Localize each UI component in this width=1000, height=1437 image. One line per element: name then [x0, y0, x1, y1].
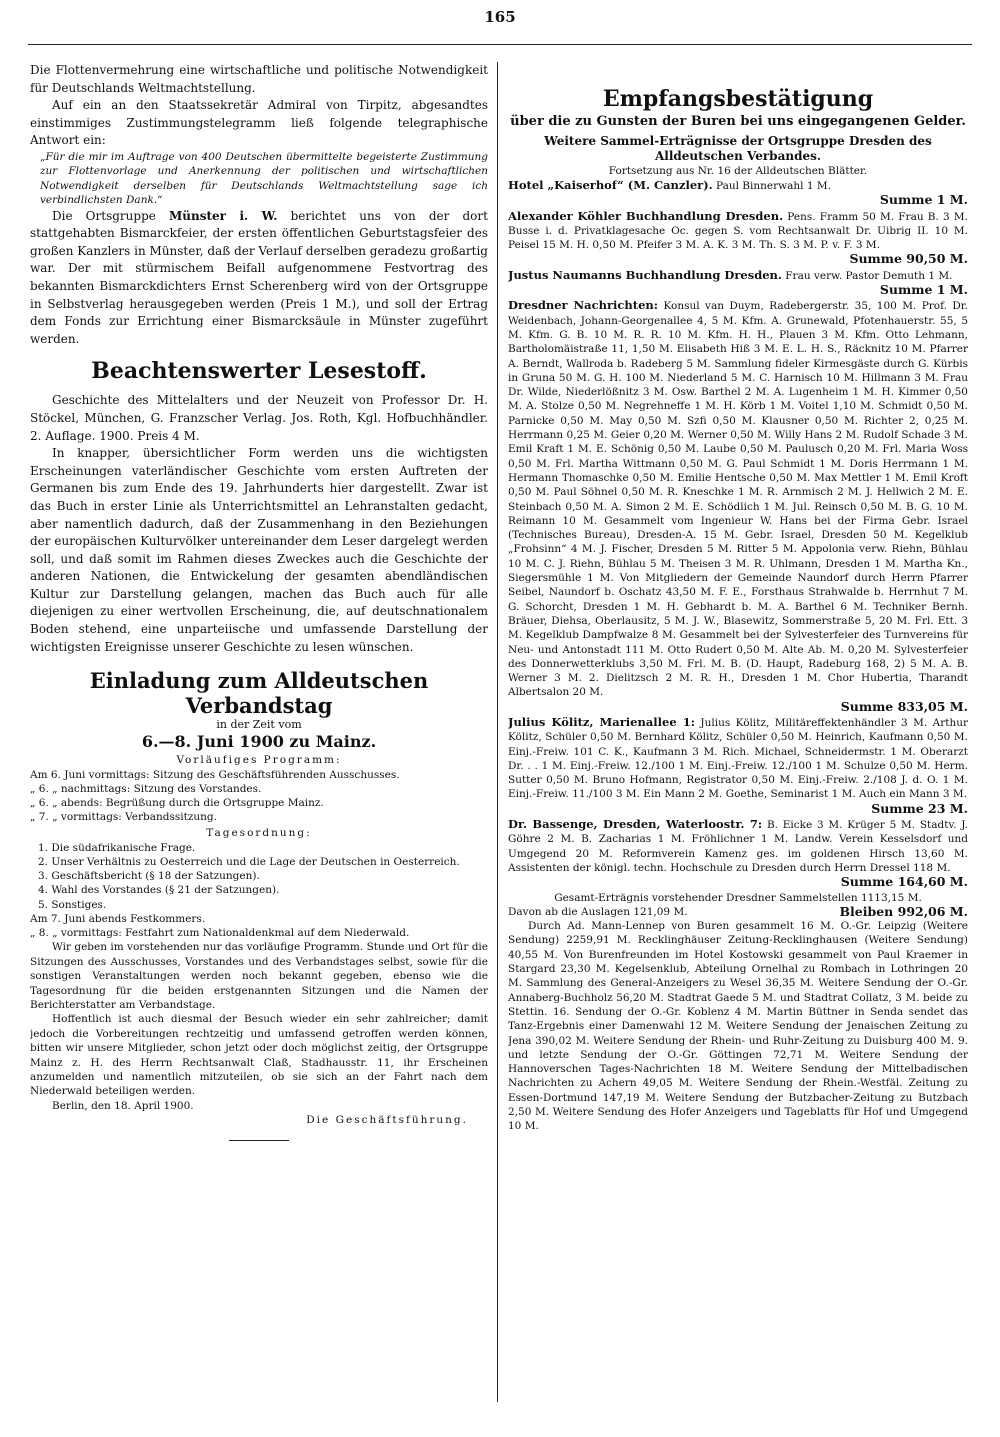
donor-name: Dresdner Nachrichten: [508, 298, 659, 313]
total-line: Gesamt-Erträgnis vorstehender Dresdner Sammelstellen 1113,15 M. [554, 891, 922, 904]
intro-paragraph-1: Die Flottenvermehrung eine wirtschaftliche und politische Notwendigkeit für Deutschlands Weltmachtstellung. [30, 63, 488, 95]
expenses-text: Davon ab die Auslagen 121,09 M. [508, 905, 688, 918]
muenster-name: Münster i. W. [168, 208, 278, 223]
donor-name: Justus Naumanns Buchhandlung Dresden. [508, 267, 782, 282]
donor-details: Konsul van Duym, Radebergerstr. 35, 100 M. Prof. Dr. Weidenbach, Johann-Georgenallee 4, 5 M. Kfm. A. Grunewald, Pfotenhauerstr. 55, 5 M. Kfm. G. B. 10 M. R. R. 10 M. Kfm. H. H., Plauen 3 M. Kfm. Otto Lehmann, Bartholomäistraße 11, 1,50 M. Elisabeth Hiß 3 M. E. L. H. S., Räcknitz 10 M. Pfarrer A. Berndt, Wallroda b. Radeberg 5 M. Sammlung fideler Kirmesgäste durch G. Kürbis in Gruna 50 M. G. H. 100 M. Niederland 5 M. C. Harnisch 10 M. Hillmann 3 M. Frau Dr. Wilde, Niederlößnitz 3 M. Osw. Barthel 2 M. A. Lugenheim 1 M. H. Kimmer 0,50 M. A. Stolze 0,50 M. Negrehneffe 1 M. H. Körb 1 M. Voitel 1,10 M. Schmidt 0,50 M. Parnicke 0,50 M. May 0,50 M. Szfi 0,50 M. Klausner 0,50 M. Richter 2, 0,25 M. Herrmann 0,25 M. Geier 0,20 M. Werner 0,50 M. Willy Hans 2 M. Rudolf Schade 3 M. Emil Kraft 1 M. E. Schönig 0,50 M. Laube 0,50 M. Paulusch 0,20 M. Frl. Maria Woss 0,50 M. Frl. Martha Wittmann 0,50 M. G. Paul Schmidt 1 M. Doris Herrmann 1 M. Hermann Thomaschke 0,50 M. Emilie Hentsche 0,50 M. Max Mettler 1 M. Emil Kroft 0,50 M. Paul Söhnel 0,50 M. R. Kneschke 1 M. R. Arnmisch 2 M. J. Hellwich 2 M. E. Steinbach 0,50 M. A. Simon 2 M. E. Schödlich 1 M. Jul. Reinsch 0,50 M. B. G. 10 M. Reimann 10 M. Gesammelt vom Ingenieur W. Hans bei der Firma Gebr. Israel (Technisches Bureau), Dresden-A. 15 M. Gebr. Israel, Dresden 50 M. Kegelklub „Frohsinn“ 4 M. J. Fischer, Dresden 5 M. Ritter 5 M. Appolonia verw. Riehn, Bühlau 10 M. C. J. Riehn, Bühlau 5 M. Theisen 3 M. R. Uhlmann, Dresden 1 M. Martha Kn., Siegersmühle 1 M. Von Mitgliedern der Gemeinde Naundorf durch Herrn Pfarrer Seibel, Naundorf b. Oschatz 43,50 M. F. E., Forsthaus Strahwalde b. Herrnhut 7 M. G. Schorcht, Dresden 1 M. H. Gebhardt b. M. A. Barthel 6 M. Techniker Bernh. Bräuer, Diehsa, Oberlausitz, 5 M. J. W., Blasewitz, Sommerstraße 5, 20 M. Frl. Ett. 3 M. Kegelklub Dampfwalze 8 M. Gesammelt bei der Sylvesterfeier des Turnvereins für Neu- und Antonstadt 111 M. Otto Rudert 0,50 M. Alte Ab. M. 0,20 M. Sylvesterfeier des Donnerwetterklubs 3,50 M. Frl. M. B. (D. Haupt, Radeburg 168, 2) 5 M. A. B. Werner 3 M. 2. Dielitzsch 2 M. R. H., Dresden 1 M. Chor Hubertia, Tharandt Albertsalon 20 M. [508, 300, 968, 699]
donation-entry [508, 268, 968, 283]
donor-details: Julius Kölitz, Militäreffektenhändler 3 M. Arthur Kölitz, Schüler 0,50 M. Bernhard Kölitz, Schüler 0,50 M. Heinrich, Kaufmann 0,50 M. Einj.-Freiw. 101 C. K., Kaufmann 3 M. Rich. Michael, Schneidermstr. 1 M. Oberarzt Dr. . . 1 M. Einj.-Freiw. 12./100 1 M. Einj.-Freiw. 12./100 1 M. Schulze 0,50 M. Herm. Sutter 0,50 M. Bruno Hofmann, Registrator 0,50 M. Einj.-Freiw. 2./108 J. d. O. 1 M. Einj.-Freiw. 11./100 3 M. Ein Mann 2 M. Goethe, Seminarist 1 M. Auch ein Mann 3 M. [508, 716, 968, 801]
entry-sum: Summe 23 M. [871, 800, 968, 816]
donor-details: Pens. Framm 50 M. Frau B. 3 M. Busse i. d. Privatklagesache Oc. gegen S. vom Rechtsanwalt Dr. Uibrig II. 10 M. Peisel 15 M. H. 0,50 M. Pfeifer 3 M. A. K. 3 M. Th. S. 3 M. P. v. F. 3 M. [508, 210, 968, 252]
signature: Die Geschäftsführung. [306, 1114, 468, 1127]
entry-sum: Summe 1 M. [879, 282, 968, 298]
muenster-text: berichtet uns von der dort stattgehabten Bismarckfeier, der ersten öffentlichen Geburtstagsfeier des großen Kanzlers in Münster, daß der Verlauf derselben geradezu großartig war. Der mit stürmischem Beifall aufgenommene Festvortrag des bekannten Bismarckdichters Ernst Scherenberg wird von der Ortsgruppe in Selbstverlag herausgegeben werden (Preis 1 M.), und soll der Ertrag dem Fonds zur Errichtung einer Bismarcksäule in Münster zugeführt werden. [30, 208, 488, 346]
event-subtitle: in der Zeit vom [216, 718, 302, 732]
entry-sum: Summe 833,05 M. [840, 698, 968, 714]
program-item: Am 7. Juni abends Festkommers. [30, 912, 206, 925]
program-item: Am 6. Juni vormittags: Sitzung des Geschäftsführenden Ausschusses. [30, 768, 400, 781]
agenda-title: Tagesordnung: [206, 827, 312, 840]
agenda-item: 1. Die südafrikanische Frage. [38, 841, 196, 854]
donation-entry [508, 209, 968, 253]
program-item: „ 6. „ nachmittags: Sitzung des Vorstandes. [30, 782, 262, 795]
remaining-sum: Bleiben 992,06 M. [839, 903, 968, 919]
agenda-item: 5. Sonstiges. [38, 898, 107, 911]
reading-book: Geschichte des Mittelalters und der Neuzeit von Professor Dr. H. Stöckel, München, G. Franzscher Verlag. Jos. Roth, Kgl. Hofbuchhändler. 2. Auflage. 1900. Preis 4 M. [30, 393, 488, 443]
entry-sum: Summe 164,60 M. [840, 874, 968, 890]
donation-entry [508, 715, 968, 802]
page-number: 165 [484, 8, 516, 26]
donation-entry [508, 298, 968, 699]
closing-paragraph-2: Hoffentlich ist auch diesmal der Besuch wieder ein sehr zahlreicher; damit jedoch die Vorbereitungen rechtzeitig und umfassend getroffen werden können, bitten wir unsere Mitglieder, schon jetzt oder doch möglichst zeitig, der Ortsgruppe Mainz z. H. des Herrn Rechtsanwalt Claß, Stadhausstr. 11, ihr Erscheinen anzumelden und namentlich mitzuteilen, ob sie sich an der Fahrt nach dem Niederwald beteiligen werden. [30, 1013, 488, 1098]
right-column [508, 62, 968, 1134]
donor-name: Julius Kölitz, Marienallee 1: [508, 714, 695, 729]
donor-details: B. Eicke 3 M. Krüger 5 M. Stadtv. J. Göhre 2 M. B. Zacharias 1 M. Fröhlichner 1 M. Landw. Verein Kesselsdorf und Umgegend 20 M. Reformverein Kamenz ges. im goldenen Hirsch 13,60 M. Assistenten der königl. techn. Hochschule zu Dresden durch Herrn Dressel 118 M. [508, 819, 968, 874]
reading-title: Beachtenswerter Lesestoff. [91, 358, 427, 385]
program-title: Vorläufiges Programm: [176, 754, 342, 767]
reading-text: In knapper, übersichtlicher Form werden uns die wichtigsten Erscheinungen vaterländischer Geschichte vom ersten Auftreten der Germanen bis zum Ende des 19. Jahrhunderts hier dargestellt. Zwar ist das Buch in erster Linie als Unterrichtsmittel an Lehranstalten gedacht, aber namentlich dadurch, daß der Zusammenhang in den Beziehungen der europäischen Kulturvölker untereinander dem Leser dargelegt werden soll, und daß somit im Rahmen dieses Zweckes auch die Geschichte der anderen Nationen, die Entwickelung der gesamten abendländischen Kultur zur Darstellung gelangen, machen das Buch auch für alle diejenigen zu einer wertvollen Erscheinung, die, auf deutschnationalem Boden stehend, eine unparteiische und umfassende Darstellung der wichtigsten Ereignisse unserer Geschichte zu lesen wünschen. [30, 446, 488, 654]
intro-paragraph-2: Auf ein an den Staatssekretär Admiral von Tirpitz, abgesandtes einstimmiges Zustimmungstelegramm ließ folgende telegraphische Antwort ein: [30, 98, 488, 148]
closing-paragraph-1: Wir geben im vorstehenden nur das vorläufige Programm. Stunde und Ort für die Sitzungen des Ausschusses, Vorstandes und des Verbandstages selbst, sowie für die sonstigen Veranstaltungen werden noch bekannt gegeben, ebenso wie die Tagesordnung für die beiden erstgenannten Sitzungen und die Namen der Berichterstatter am Verbandstage. [30, 941, 488, 1011]
receipt-title: Empfangsbestätigung [602, 86, 874, 112]
donor-details: Frau verw. Pastor Demuth 1 M. [785, 269, 953, 282]
donor-name: Dr. Bassenge, Dresden, Waterloostr. 7: [508, 817, 763, 832]
event-date: 6.—8. Juni 1900 zu Mainz. [141, 732, 377, 752]
entry-sum: Summe 1 M. [879, 192, 968, 208]
receipt-heading: Weitere Sammel-Erträgnisse der Ortsgruppe Dresden des Alldeutschen Verbandes. [544, 134, 932, 163]
receipt-subtitle: über die zu Gunsten der Buren bei uns eingegangenen Gelder. [510, 114, 966, 129]
program-item: „ 7. „ vormittags: Verbandssitzung. [30, 811, 217, 824]
donor-name: Hotel „Kaiserhof“ (M. Canzler). [508, 178, 713, 192]
agenda-item: 3. Geschäftsbericht (§ 18 der Satzungen). [38, 870, 260, 883]
column-divider [497, 62, 498, 1402]
left-column [30, 62, 488, 1141]
event-title: Einladung zum Alldeutschen Verbandstag [89, 668, 429, 719]
entry-sum: Summe 90,50 M. [849, 251, 968, 267]
donor-name: Alexander Köhler Buchhandlung Dresden. [508, 208, 784, 223]
total-remaining [508, 905, 968, 919]
top-rule [28, 44, 972, 45]
program-item: „ 8. „ vormittags: Festfahrt zum Nationaldenkmal auf dem Niederwald. [30, 927, 410, 940]
place-date: Berlin, den 18. April 1900. [52, 1099, 194, 1112]
telegram-quote: „Für die mir im Auftrage von 400 Deutschen übermittelte begeisterte Zustimmung zur Flottenvorlage und Anerkennung der politischen und wirtschaftlichen Notwendigkeit derselben für Deutschlands Weltmachtstellung sage ich verbindlichsten Dank.“ [40, 150, 488, 207]
muenster-pre: Die Ortsgruppe [52, 208, 156, 223]
donation-entry [508, 817, 968, 875]
final-paragraph: Durch Ad. Mann-Lennep von Buren gesammelt 16 M. O.-Gr. Leipzig (Weitere Sendung) 2259,91 M. Recklinghäuser Zeitung-Recklinghausen (Weitere Sendung) 40,55 M. Von Burenfreunden im Hotel Kostowski gesammelt von Paul Kraemer in Stargard 23,30 M. Kegelsenklub, Abteilung Ornelhal zu Rombach in Lothringen 20 M. Sammlung des General-Anzeigers zu Wesel 36,35 M. Weitere Sendung der O.-Gr. Annaberg-Buchholz 56,20 M. Stadtrat Gaede 5 M. und Stadtrat Collatz, 3 M. beide zu Stettin. 16. Sendung der O.-Gr. Koblenz 4 M. Martin Büttner in Senda sendet das Tanz-Ergebnis einer Damenwahl 12 M. Weitere Sendung der Jenaischen Zeitung zu Jena 390,02 M. Weitere Sendung der Rhein- und Ruhr-Zeitung zu Duisburg 400 M. 9. und letzte Sendung der O.-Gr. Göttingen 72,71 M. Weitere Sendung der Hannoverschen Tages-Nachrichten 18 M. Weitere Sendung der Mittelbadischen Nachrichten zu Achern 49,05 M. Weitere Sendung der Rhein.-Westfäl. Zeitung zu Essen-Dortmund 147,19 M. Weitere Sendung der Butzbacher-Zeitung zu Butzbach 2,50 M. Weitere Sendung des Hofer Anzeigers und Tageblatts für Hof und Umgegend 10 M. [508, 920, 968, 1133]
closing-rule [229, 1140, 289, 1141]
program-item: „ 6. „ abends: Begrüßung durch die Ortsgruppe Mainz. [30, 797, 324, 810]
agenda-item: 2. Unser Verhältnis zu Oesterreich und die Lage der Deutschen in Oesterreich. [38, 856, 460, 869]
agenda-item: 4. Wahl des Vorstandes (§ 21 der Satzungen). [38, 884, 280, 897]
receipt-continuation: Fortsetzung aus Nr. 16 der Alldeutschen Blätter. [608, 165, 868, 177]
donor-details: Paul Binnerwahl 1 M. [716, 180, 831, 192]
muenster-paragraph [30, 208, 488, 349]
donation-entry [508, 178, 968, 193]
